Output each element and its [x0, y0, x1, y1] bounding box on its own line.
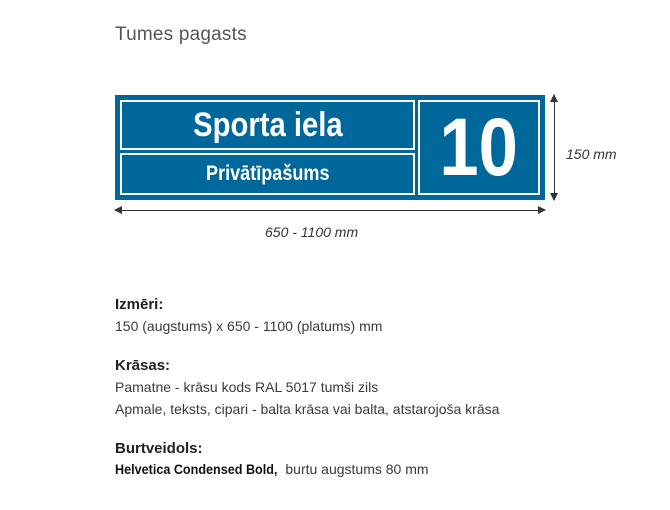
- font-name: Helvetica Condensed Bold,: [115, 461, 278, 477]
- colors-line-1: Pamatne - krāsu kods RAL 5017 tumši zils: [115, 379, 379, 395]
- street-name: Sporta iela: [192, 105, 343, 144]
- house-number: 10: [439, 101, 519, 193]
- sizes-text: 150 (augstums) x 650 - 1100 (platums) mm: [115, 318, 383, 334]
- street-name-panel: [120, 100, 415, 150]
- height-dimension-arrow: [554, 95, 555, 200]
- sizes-title: Izmēri:: [115, 296, 164, 313]
- subtitle-panel: [120, 153, 415, 195]
- page-heading: Tumes pagasts: [115, 24, 247, 45]
- width-dimension-label: 650 - 1100 mm: [265, 224, 359, 240]
- sign-subtitle: Privātīpašums: [205, 162, 330, 185]
- house-number-panel: [418, 100, 540, 195]
- height-dimension-label: 150 mm: [566, 146, 617, 162]
- street-sign: [115, 95, 545, 200]
- width-dimension-arrow: [115, 210, 545, 211]
- colors-title: Krāsas:: [115, 357, 171, 374]
- font-details: burtu augstums 80 mm: [285, 461, 429, 477]
- fonts-line: [115, 461, 429, 477]
- fonts-title: Burtveidols:: [115, 440, 203, 457]
- colors-line-2: Apmale, teksts, cipari - balta krāsa vai balta, atstarojoša krāsa: [115, 401, 500, 417]
